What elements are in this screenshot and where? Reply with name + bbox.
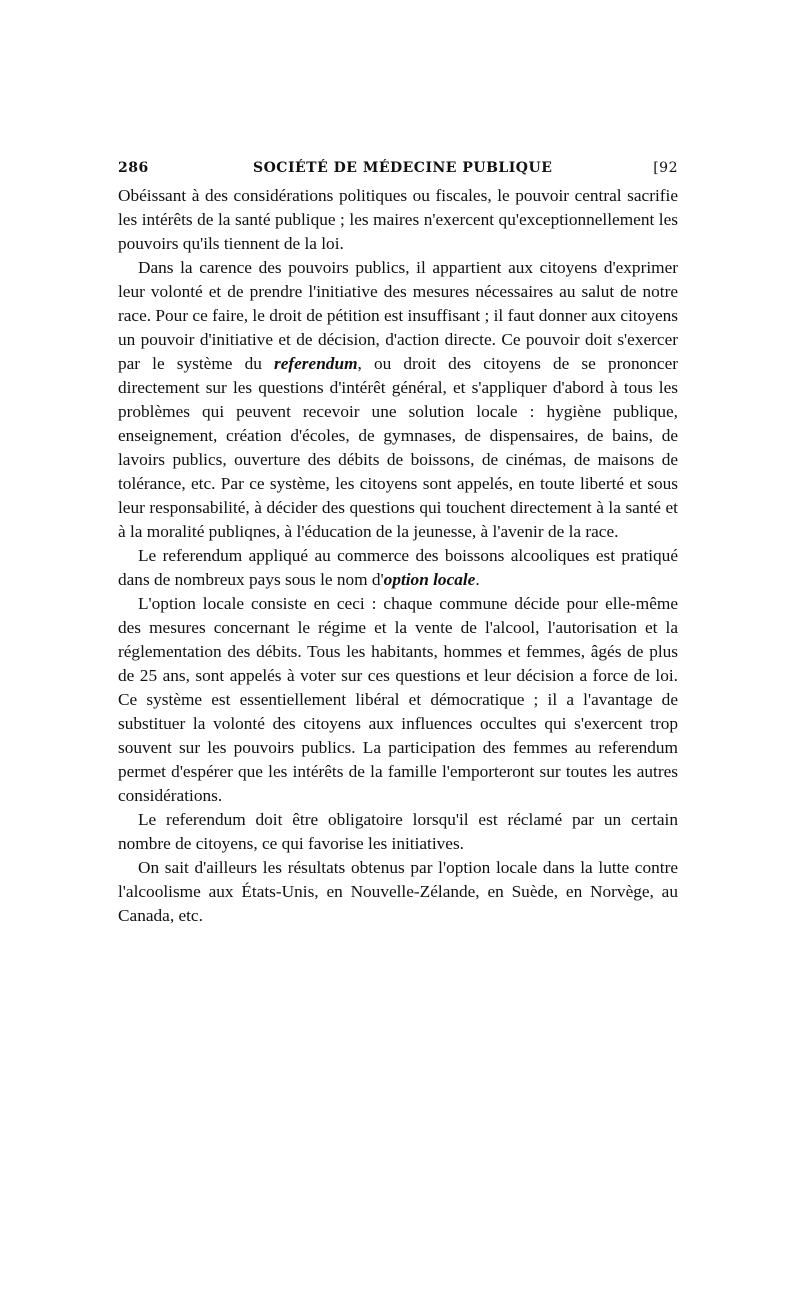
paragraph-text: Le referendum doit être obligatoire lorsqu'il est réclamé par un certain nombre de citoyens, ce qui favorise les initiatives. [118, 810, 678, 853]
paragraph-1 [118, 184, 678, 256]
paragraph-text: Le referendum appliqué au commerce des boissons alcooliques est pratiqué dans de nombreux pays sous le nom d' [118, 546, 678, 589]
paragraph-text: Dans la carence des pouvoirs publics, il appartient aux citoyens d'exprimer leur volonté et de prendre l'initiative des mesures nécessaires au salut de notre race. Pour ce faire, le droit de pétition est insuffisant ; il faut donner aux citoyens un pouvoir d'initiative et de décision, d'action directe. Ce pouvoir doit s'exercer par le système du [118, 258, 678, 373]
paragraph-3 [118, 544, 678, 592]
paragraph-4 [118, 592, 678, 808]
paragraph-6 [118, 856, 678, 928]
emphasis-referendum: referendum [273, 354, 358, 373]
paragraph-text-after: . [475, 570, 480, 589]
folio-number: [92 [653, 160, 678, 176]
paragraph-2 [118, 256, 678, 544]
page-number: 286 [118, 160, 149, 176]
body-text [118, 184, 678, 928]
paragraph-5 [118, 808, 678, 856]
paragraph-text: Obéissant à des considérations politiques ou fiscales, le pouvoir central sacrifie les intérêts de la santé publique ; les maires n'exercent qu'exceptionnellement les pouvoirs qu'ils tiennent de la loi. [118, 186, 678, 253]
paragraph-text: L'option locale consiste en ceci : chaque commune décide pour elle-même des mesures concernant le régime et la vente de l'alcool, l'autorisation et la réglementation des débits. Tous les habitants, hommes et femmes, âgés de plus de 25 ans, sont appelés à voter sur ces questions et leur décision a force de loi. Ce système est essentiellement libéral et démocratique ; il a l'avantage de substituer la volonté des citoyens aux influences occultes qui s'exercent trop souvent sur les pouvoirs publics. La participation des femmes au referendum permet d'espérer que les intérêts de la famille l'emporteront sur toutes les autres considérations. [118, 594, 678, 805]
running-title: SOCIÉTÉ DE MÉDECINE PUBLIQUE [253, 160, 553, 176]
paragraph-text: On sait d'ailleurs les résultats obtenus par l'option locale dans la lutte contre l'alcoolisme aux États-Unis, en Nouvelle-Zélande, en Suède, en Norvège, au Canada, etc. [118, 858, 678, 925]
paragraph-text-after: , ou droit des citoyens de se prononcer directement sur les questions d'intérêt général, et s'appliquer d'abord à tous les problèmes qui peuvent recevoir une solution locale : hygiène publique, enseignement, création d'écoles, de gymnases, de dispensaires, de bains, de lavoirs publics, ouverture des débits de boissons, de cinémas, de maisons de tolérance, etc. Par ce système, les citoyens sont appelés, en toute liberté et sous leur responsabilité, à décider des questions qui touchent directement à la santé et à la moralité publiqnes, à l'éducation de la jeunesse, à l'avenir de la race. [118, 354, 678, 541]
running-header [118, 160, 678, 184]
book-page [118, 160, 678, 928]
emphasis-option-locale: option locale [383, 570, 476, 589]
